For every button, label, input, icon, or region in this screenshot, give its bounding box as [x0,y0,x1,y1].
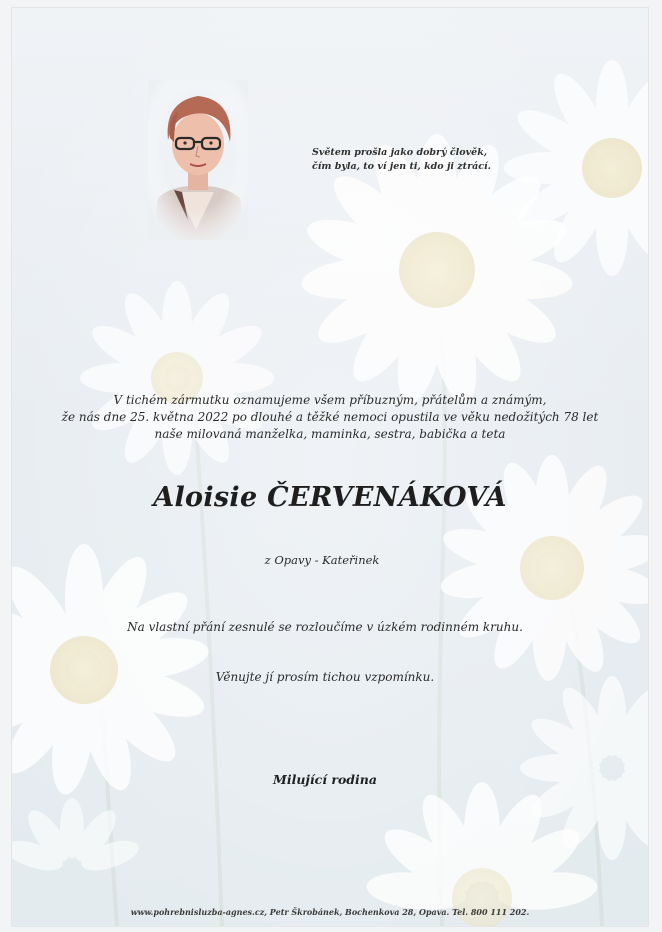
origin-text: z Opavy - Kateřinek [264,553,380,567]
announcement-text [12,392,648,443]
deceased-name: Aloisie ČERVENÁKOVÁ [153,482,507,513]
quote-line-2: čím byla, to ví jen ti, kdo ji ztrácí. [312,161,491,172]
memory-request: Věnujte jí prosím tichou vzpomínku. [215,670,435,684]
announcement-line-1: V tichém zármutku oznamujeme všem příbuzným, přátelům a známým, [113,393,547,407]
funeral-service-footer: www.pohrebnisluzba-agnes.cz, Petr Škrobánek, Bochenkova 28, Opava. Tel. 800 111 202. [130,907,530,917]
family-signature: Milující rodina [272,772,377,787]
memorial-quote [312,146,542,174]
announcement-line-2: že nás dne 25. května 2022 po dlouhé a těžké nemoci opustila ve věku nedožitých 78 let [61,410,599,424]
portrait-photo [148,80,248,240]
announcement-line-3: naše milovaná manželka, maminka, sestra, babička a teta [154,427,506,441]
funeral-note: Na vlastní přání zesnulé se rozloučíme v úzkém rodinném kruhu. [127,620,523,634]
obituary-card [12,8,648,926]
quote-line-1: Světem prošla jako dobrý člověk, [312,147,488,158]
